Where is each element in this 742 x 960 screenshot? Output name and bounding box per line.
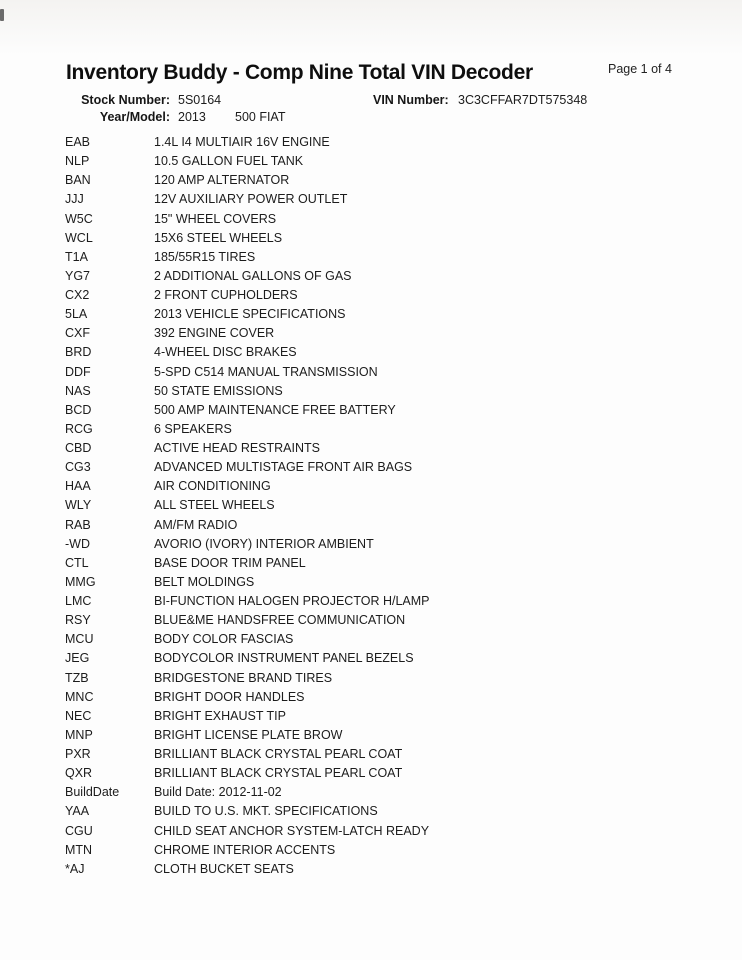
option-code: RAB (65, 517, 91, 532)
option-code: CGU (65, 823, 93, 838)
table-row (65, 343, 685, 362)
table-row (65, 649, 685, 668)
option-description: CHILD SEAT ANCHOR SYSTEM-LATCH READY (154, 823, 430, 838)
option-description: 15X6 STEEL WHEELS (154, 230, 283, 245)
option-description: 500 AMP MAINTENANCE FREE BATTERY (154, 402, 396, 417)
table-row (65, 477, 685, 496)
option-description: 1.4L I4 MULTIAIR 16V ENGINE (154, 135, 330, 149)
table-row (65, 822, 685, 841)
table-row (65, 382, 685, 401)
option-code: JJJ (65, 192, 84, 207)
option-code: T1A (65, 249, 88, 264)
option-code: TZB (65, 670, 89, 685)
option-description: Build Date: 2012-11-02 (154, 785, 282, 800)
option-description: 50 STATE EMISSIONS (154, 383, 283, 398)
table-row (65, 267, 685, 286)
option-code: EAB (65, 135, 91, 149)
option-description: BODYCOLOR INSTRUMENT PANEL BEZELS (154, 651, 414, 666)
option-description: 5-SPD C514 MANUAL TRANSMISSION (154, 364, 378, 379)
table-row (65, 726, 685, 745)
option-code: NLP (65, 154, 90, 169)
stock-number-value: 5S0164 (178, 93, 222, 107)
table-row (65, 783, 685, 802)
table-row (65, 248, 685, 267)
option-description: 6 SPEAKERS (154, 421, 232, 436)
option-description: 2013 VEHICLE SPECIFICATIONS (154, 307, 346, 322)
year-model-label: Year/Model: (99, 110, 170, 124)
option-description: 15" WHEEL COVERS (154, 211, 277, 226)
option-code: CG3 (65, 460, 91, 475)
table-row (65, 745, 685, 764)
option-description: BRILLIANT BLACK CRYSTAL PEARL COAT (154, 747, 403, 761)
option-description: BRIGHT LICENSE PLATE BROW (154, 727, 343, 742)
option-description: BRIGHT DOOR HANDLES (154, 689, 305, 704)
option-code: -WD (65, 536, 90, 551)
option-code: RSY (65, 613, 91, 628)
option-description: AVORIO (IVORY) INTERIOR AMBIENT (154, 536, 374, 551)
table-row (65, 764, 685, 783)
table-row (65, 152, 685, 171)
table-row (65, 802, 685, 821)
option-code: QXR (65, 766, 93, 781)
table-row (65, 458, 685, 477)
page-number: Page 1 of 4 (608, 62, 672, 76)
options-table (65, 133, 685, 879)
option-code: CBD (65, 441, 92, 455)
table-row (65, 535, 685, 554)
option-description: 120 AMP ALTERNATOR (154, 173, 290, 188)
option-code: BAN (65, 173, 91, 188)
option-description: CHROME INTERIOR ACCENTS (154, 842, 336, 857)
table-row (65, 190, 685, 209)
option-code: NEC (65, 708, 92, 723)
option-description: 4-WHEEL DISC BRAKES (154, 345, 297, 360)
option-code: MCU (65, 632, 94, 647)
option-code: LMC (65, 594, 92, 608)
option-code: CX2 (65, 288, 90, 302)
model-value: 500 FIAT (235, 110, 286, 124)
option-description: 12V AUXILIARY POWER OUTLET (154, 192, 348, 207)
option-code: MMG (65, 574, 96, 589)
option-description: 2 ADDITIONAL GALLONS OF GAS (154, 268, 352, 283)
option-code: WLY (65, 498, 92, 513)
table-row (65, 133, 685, 152)
option-code: HAA (65, 479, 91, 494)
option-description: BLUE&ME HANDSFREE COMMUNICATION (154, 613, 406, 628)
table-row (65, 707, 685, 726)
vin-number-label: VIN Number: (373, 93, 449, 107)
stock-number-label: Stock Number: (81, 93, 170, 107)
table-row (65, 286, 685, 305)
option-code: DDF (65, 364, 91, 379)
table-row (65, 210, 685, 229)
option-code: W5C (65, 211, 93, 226)
scan-artifact (0, 9, 4, 21)
option-description: BODY COLOR FASCIAS (154, 632, 294, 647)
option-code: CTL (65, 555, 89, 570)
option-description: 392 ENGINE COVER (154, 326, 275, 341)
option-code: PXR (65, 747, 91, 761)
option-description: ALL STEEL WHEELS (154, 498, 275, 513)
table-row (65, 630, 685, 649)
option-description: BUILD TO U.S. MKT. SPECIFICATIONS (154, 804, 378, 819)
table-row (65, 305, 685, 324)
option-code: YAA (65, 804, 90, 819)
option-code: BuildDate (65, 785, 120, 800)
table-row (65, 496, 685, 515)
option-description: 2 FRONT CUPHOLDERS (154, 288, 298, 302)
option-description: BRILLIANT BLACK CRYSTAL PEARL COAT (154, 766, 403, 781)
table-row (65, 841, 685, 860)
option-code: 5LA (65, 307, 88, 322)
option-description: 10.5 GALLON FUEL TANK (154, 154, 304, 169)
table-row (65, 171, 685, 190)
table-row (65, 688, 685, 707)
table-row (65, 363, 685, 382)
option-code: MNP (65, 727, 93, 742)
option-code: BCD (65, 402, 92, 417)
table-row (65, 611, 685, 630)
option-code: RCG (65, 421, 93, 436)
option-description: BRIGHT EXHAUST TIP (154, 708, 286, 723)
option-code: BRD (65, 345, 92, 360)
vin-number-value: 3C3CFFAR7DT575348 (458, 93, 588, 107)
option-description: AM/FM RADIO (154, 517, 238, 532)
option-code: *AJ (65, 861, 85, 876)
table-row (65, 573, 685, 592)
table-row (65, 439, 685, 458)
page-title: Inventory Buddy - Comp Nine Total VIN Decoder (66, 61, 533, 84)
option-description: BELT MOLDINGS (154, 574, 255, 589)
option-code: MNC (65, 689, 94, 704)
table-row (65, 592, 685, 611)
option-code: JEG (65, 651, 90, 666)
option-code: NAS (65, 383, 91, 398)
option-description: ACTIVE HEAD RESTRAINTS (154, 441, 320, 455)
table-row (65, 324, 685, 343)
table-row (65, 516, 685, 535)
table-row (65, 401, 685, 420)
table-row (65, 860, 685, 879)
option-description: 185/55R15 TIRES (154, 249, 256, 264)
option-description: CLOTH BUCKET SEATS (154, 861, 294, 876)
option-description: BASE DOOR TRIM PANEL (154, 555, 306, 570)
option-code: CXF (65, 326, 90, 341)
option-description: ADVANCED MULTISTAGE FRONT AIR BAGS (154, 460, 413, 475)
year-value: 2013 (178, 110, 206, 124)
table-row (65, 229, 685, 248)
table-row (65, 554, 685, 573)
option-description: BI-FUNCTION HALOGEN PROJECTOR H/LAMP (154, 594, 430, 608)
table-row (65, 669, 685, 688)
option-description: AIR CONDITIONING (154, 479, 271, 494)
option-code: YG7 (65, 268, 91, 283)
table-row (65, 420, 685, 439)
option-description: BRIDGESTONE BRAND TIRES (154, 670, 333, 685)
option-code: WCL (65, 230, 93, 245)
option-code: MTN (65, 842, 93, 857)
